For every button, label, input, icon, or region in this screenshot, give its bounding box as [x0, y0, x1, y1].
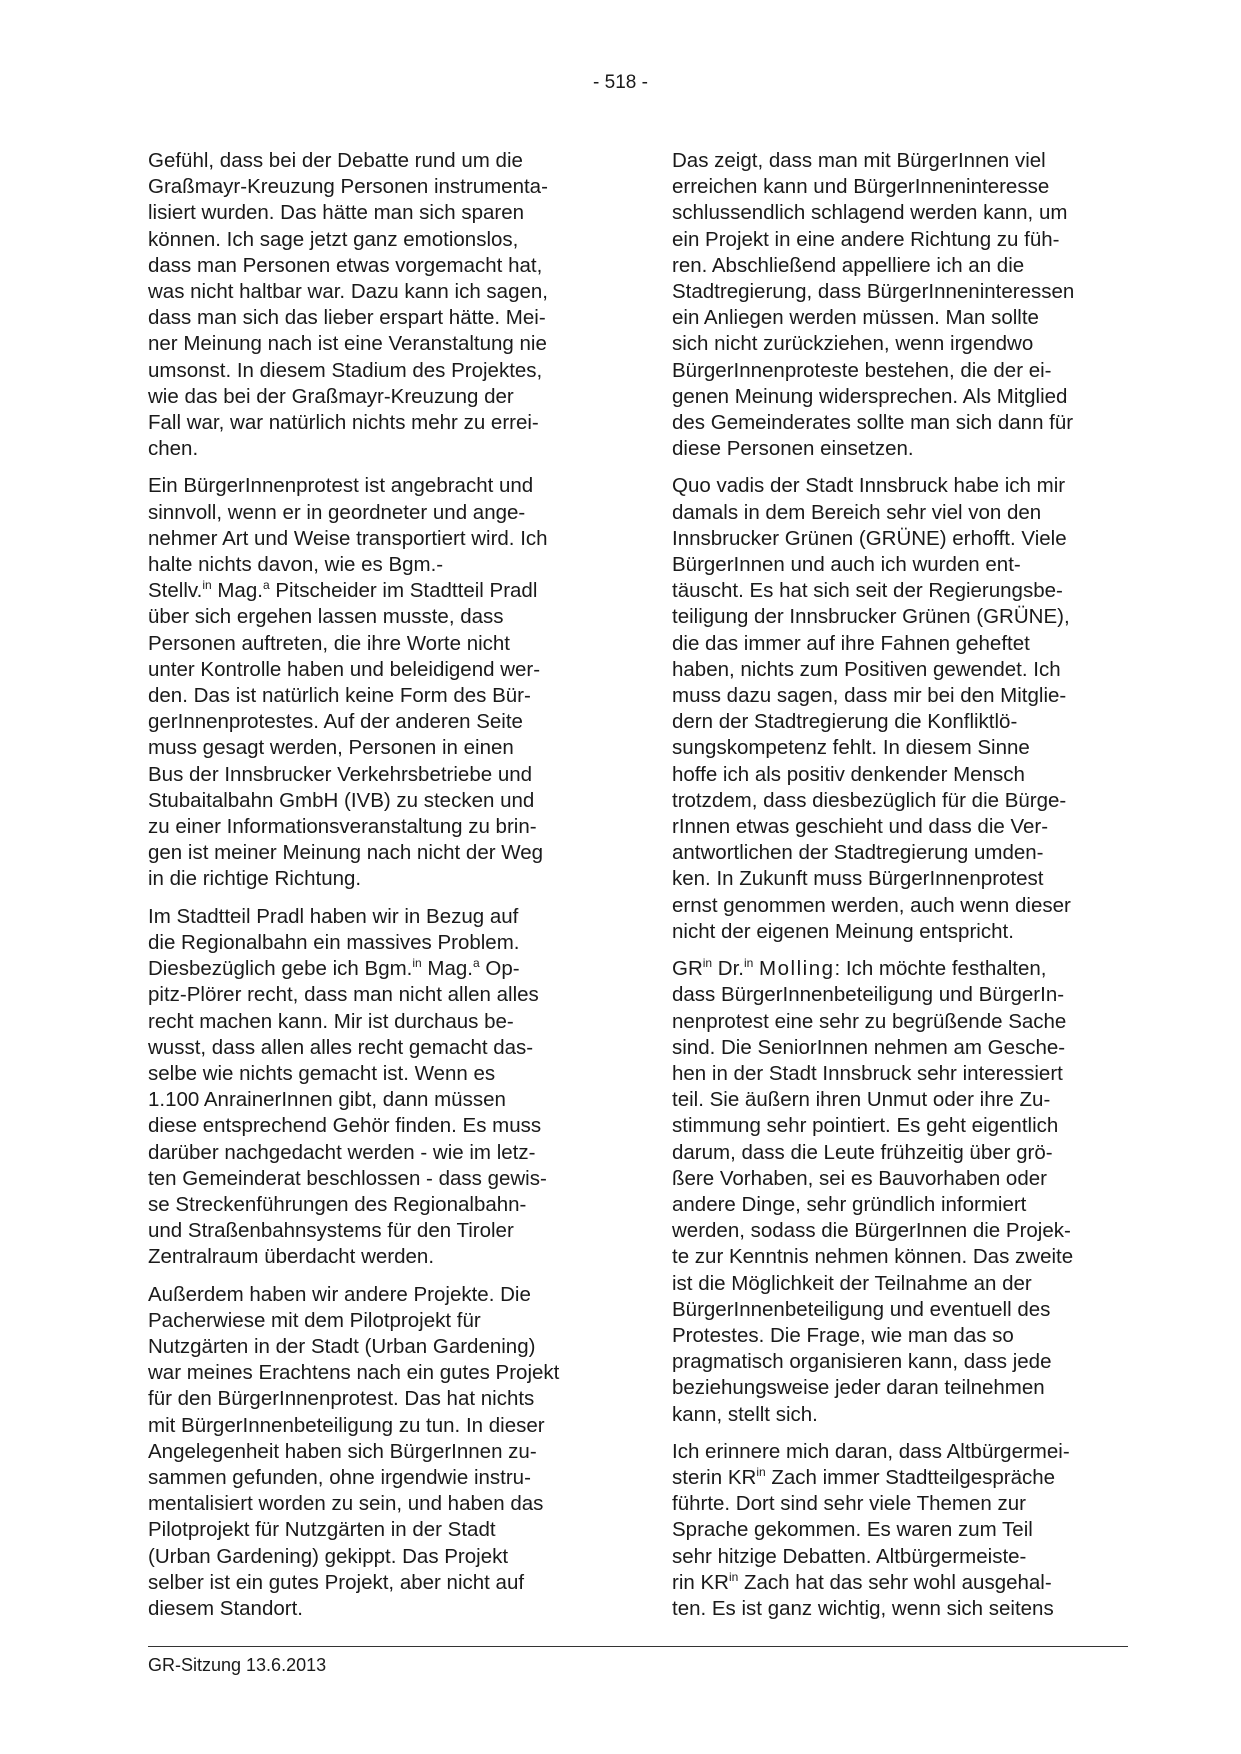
text-line: sammen gefunden, ohne irgendwie instru- [148, 1465, 531, 1489]
text-line: erreichen kann und BürgerInneninteresse [672, 175, 1050, 199]
text-line: Innsbrucker Grünen (GRÜNE) erhofft. Viele [672, 526, 1067, 550]
left-text-column [148, 148, 598, 1633]
text-line: ner Meinung nach ist eine Veranstaltung nie [148, 332, 547, 356]
text-line: Außerdem haben wir andere Projekte. Die [148, 1282, 531, 1306]
text-line: die das immer auf ihre Fahnen geheftet [672, 631, 1030, 655]
text-line: ist die Möglichkeit der Teilnahme an der [672, 1271, 1032, 1295]
text-line: und Straßenbahnsystems für den Tiroler [148, 1219, 514, 1243]
text-line: Fall war, war natürlich nichts mehr zu errei- [148, 411, 539, 435]
text-line: zu einer Informationsveranstaltung zu brin- [148, 815, 537, 839]
text-line: war meines Erachtens nach ein gutes Projekt [148, 1361, 560, 1385]
text-line: werden, sodass die BürgerInnen die Projek- [672, 1219, 1071, 1243]
text-line: Stellv.$^{in}$ Mag.$^a$ Pitscheider im Stadtteil Pradl [148, 578, 538, 603]
text-line: sehr hitzige Debatten. Altbürgermeiste- [672, 1544, 1027, 1568]
text-line: trotzdem, dass diesbezüglich für die Bürge- [672, 788, 1067, 812]
text-line: Stubaitalbahn GmbH (IVB) zu stecken und [148, 788, 535, 812]
text-line: gen ist meiner Meinung nach nicht der Weg [148, 841, 544, 865]
text-line: antwortlichen der Stadtregierung umden- [672, 841, 1044, 865]
text-line: gerInnenprotestes. Auf der anderen Seite [148, 710, 523, 734]
text-line: Stadtregierung, dass BürgerInneninteressen [672, 280, 1075, 304]
text-line: dass BürgerInnenbeteiligung und BürgerIn- [672, 983, 1065, 1007]
text-line: Angelegenheit haben sich BürgerInnen zu- [148, 1439, 537, 1463]
text-line: damals in dem Bereich sehr viel von den [672, 500, 1042, 524]
text-line: die Regionalbahn ein massives Problem. [148, 930, 520, 954]
text-line: te zur Kenntnis nehmen können. Das zweite [672, 1245, 1074, 1269]
text-line: Pilotprojekt für Nutzgärten in der Stadt [148, 1518, 496, 1542]
paragraph [672, 956, 1122, 1428]
text-line: hen in der Stadt Innsbruck sehr interessiert [672, 1061, 1063, 1085]
text-line: stimmung sehr pointiert. Es geht eigentlich [672, 1114, 1059, 1138]
text-line: se Streckenführungen des Regionalbahn- [148, 1192, 527, 1216]
text-line: ein Projekt in eine andere Richtung zu füh- [672, 227, 1060, 251]
text-line: wie das bei der Graßmayr-Kreuzung der [148, 384, 514, 408]
text-line: Gefühl, dass bei der Debatte rund um die [148, 149, 523, 172]
text-line: sterin $KR^{in}$ Zach immer Stadtteilgespräche [672, 1464, 1056, 1489]
text-line: Sprache gekommen. Es waren zum Teil [672, 1518, 1033, 1542]
text-line: Im Stadtteil Pradl haben wir in Bezug auf [148, 904, 519, 928]
text-line: ten. Es ist ganz wichtig, wenn sich seitens [672, 1596, 1054, 1620]
text-line: Personen auftreten, die ihre Worte nicht [148, 631, 510, 655]
page-number: - 518 - [593, 72, 648, 93]
text-line: rin $KR^{in}$ Zach hat das sehr wohl ausgehal- [672, 1569, 1052, 1594]
text-line: mentalisiert worden zu sein, und haben das [148, 1492, 544, 1516]
text-line: dass man Personen etwas vorgemacht hat, [148, 253, 543, 277]
paragraph [148, 148, 598, 462]
text-line: für den BürgerInnenprotest. Das hat nichts [148, 1387, 535, 1411]
text-line: darüber nachgedacht werden - wie im letz- [148, 1140, 536, 1164]
text-line: Quo vadis der Stadt Innsbruck habe ich mir [672, 474, 1066, 498]
text-line: ein Anliegen werden müssen. Man sollte [672, 306, 1039, 330]
text-line: teiligung der Innsbrucker Grünen (GRÜNE), [672, 605, 1070, 629]
text-line: Das zeigt, dass man mit BürgerInnen viel [672, 149, 1046, 172]
text-line: Ich erinnere mich daran, dass Altbürgermei- [672, 1439, 1070, 1463]
text-line: ernst genommen werden, auch wenn dieser [672, 893, 1071, 917]
paragraph [672, 148, 1122, 462]
text-line: muss dazu sagen, dass mir bei den Mitglie- [672, 684, 1067, 708]
text-line: 1.100 AnrainerInnen gibt, dann müssen [148, 1088, 506, 1112]
text-line: Ein BürgerInnenprotest ist angebracht und [148, 474, 534, 498]
text-line: (Urban Gardening) gekippt. Das Projekt [148, 1544, 509, 1568]
paragraph [148, 1282, 598, 1623]
text-line: in die richtige Richtung. [148, 867, 362, 891]
text-line: nenprotest eine sehr zu begrüßende Sache [672, 1009, 1067, 1033]
text-line: wusst, dass allen alles recht gemacht das- [148, 1035, 534, 1059]
footer-divider [148, 1646, 1128, 1647]
text-line: recht machen kann. Mir ist durchaus be- [148, 1009, 514, 1033]
text-line: pitz-Plörer recht, dass man nicht allen alles [148, 983, 539, 1007]
text-line: teil. Sie äußern ihren Unmut oder ihre Zu- [672, 1088, 1051, 1112]
paragraph [148, 473, 598, 892]
text-line: diese entsprechend Gehör finden. Es muss [148, 1114, 542, 1138]
paragraph [672, 473, 1122, 945]
text-line: nicht der eigenen Meinung entspricht. [672, 919, 1014, 943]
text-line: sungskompetenz fehlt. In diesem Sinne [672, 736, 1030, 760]
text-line: muss gesagt werden, Personen in einen [148, 736, 514, 760]
text-line: ren. Abschließend appelliere ich an die [672, 253, 1025, 277]
text-line: sich nicht zurückziehen, wenn irgendwo [672, 332, 1034, 356]
text-line: sind. Die SeniorInnen nehmen am Gesche- [672, 1035, 1066, 1059]
text-line: über sich ergehen lassen musste, dass [148, 605, 504, 629]
text-line: Graßmayr-Kreuzung Personen instrumenta- [148, 175, 548, 199]
text-line: schlussendlich schlagend werden kann, um [672, 201, 1068, 225]
text-line: täuscht. Es hat sich seit der Regierungsbe- [672, 579, 1063, 603]
text-line: beziehungsweise jeder daran teilnehmen [672, 1376, 1045, 1400]
text-line: Zentralraum überdacht werden. [148, 1245, 435, 1269]
text-line: BürgerInnen und auch ich wurden ent- [672, 553, 1021, 577]
text-line: ten Gemeinderat beschlossen - dass gewis- [148, 1166, 547, 1190]
text-line: des Gemeinderates sollte man sich dann für [672, 411, 1074, 435]
text-line: pragmatisch organisieren kann, dass jede [672, 1350, 1052, 1374]
text-line: Bus der Innsbrucker Verkehrsbetriebe und [148, 762, 533, 786]
right-text-column [672, 148, 1122, 1633]
text-line: können. Ich sage jetzt ganz emotionslos, [148, 227, 519, 251]
text-line: unter Kontrolle haben und beleidigend wer- [148, 657, 541, 681]
text-line: $GR^{in}$ Dr.$^{in}$ Molling: Ich möchte festhalten, [672, 956, 1047, 981]
text-line: chen. [148, 437, 199, 461]
text-line: genen Meinung widersprechen. Als Mitglied [672, 384, 1068, 408]
text-line: diese Personen einsetzen. [672, 437, 914, 461]
footer-session-label: GR-Sitzung 13.6.2013 [148, 1655, 327, 1675]
text-line: kann, stellt sich. [672, 1402, 818, 1426]
text-line: lisiert wurden. Das hätte man sich sparen [148, 201, 525, 225]
text-line: dern der Stadtregierung die Konfliktlö- [672, 710, 1018, 734]
text-line: BürgerInnenproteste bestehen, die der ei- [672, 358, 1052, 382]
text-line: BürgerInnenbeteiligung und eventuell des [672, 1297, 1051, 1321]
text-line: diesem Standort. [148, 1596, 303, 1620]
text-line: darum, dass die Leute frühzeitig über grö- [672, 1140, 1053, 1164]
text-line: ken. In Zukunft muss BürgerInnenprotest [672, 867, 1044, 891]
text-line: selber ist ein gutes Projekt, aber nicht auf [148, 1570, 525, 1594]
text-line: andere Dinge, sehr gründlich informiert [672, 1192, 1027, 1216]
text-line: ßere Vorhaben, sei es Bauvorhaben oder [672, 1166, 1047, 1190]
text-line: haben, nichts zum Positiven gewendet. Ich [672, 657, 1061, 681]
text-line: selbe wie nichts gemacht ist. Wenn es [148, 1061, 496, 1085]
paragraph [148, 904, 598, 1271]
text-line: dass man sich das lieber erspart hätte. Mei- [148, 306, 546, 330]
text-line: sinnvoll, wenn er in geordneter und ange- [148, 500, 526, 524]
text-line: halte nichts davon, wie es Bgm.- [148, 553, 444, 577]
paragraph [672, 1439, 1122, 1622]
text-line: was nicht haltbar war. Dazu kann ich sagen, [148, 280, 548, 304]
text-line: den. Das ist natürlich keine Form des Bür- [148, 684, 531, 708]
text-line: Diesbezüglich gebe ich Bgm.$^{in}$ Mag.$^a$ Op- [148, 956, 520, 981]
text-line: nehmer Art und Weise transportiert wird. Ich [148, 526, 548, 550]
text-line: hoffe ich als positiv denkender Mensch [672, 762, 1025, 786]
text-line: Protestes. Die Frage, wie man das so [672, 1323, 1014, 1347]
text-line: rInnen etwas geschieht und dass die Ver- [672, 815, 1049, 839]
text-line: Nutzgärten in der Stadt (Urban Gardening) [148, 1334, 536, 1358]
text-line: umsonst. In diesem Stadium des Projektes, [148, 358, 543, 382]
text-line: mit BürgerInnenbeteiligung zu tun. In dieser [148, 1413, 545, 1437]
text-line: Pacherwiese mit dem Pilotprojekt für [148, 1308, 481, 1332]
text-line: führte. Dort sind sehr viele Themen zur [672, 1492, 1026, 1516]
